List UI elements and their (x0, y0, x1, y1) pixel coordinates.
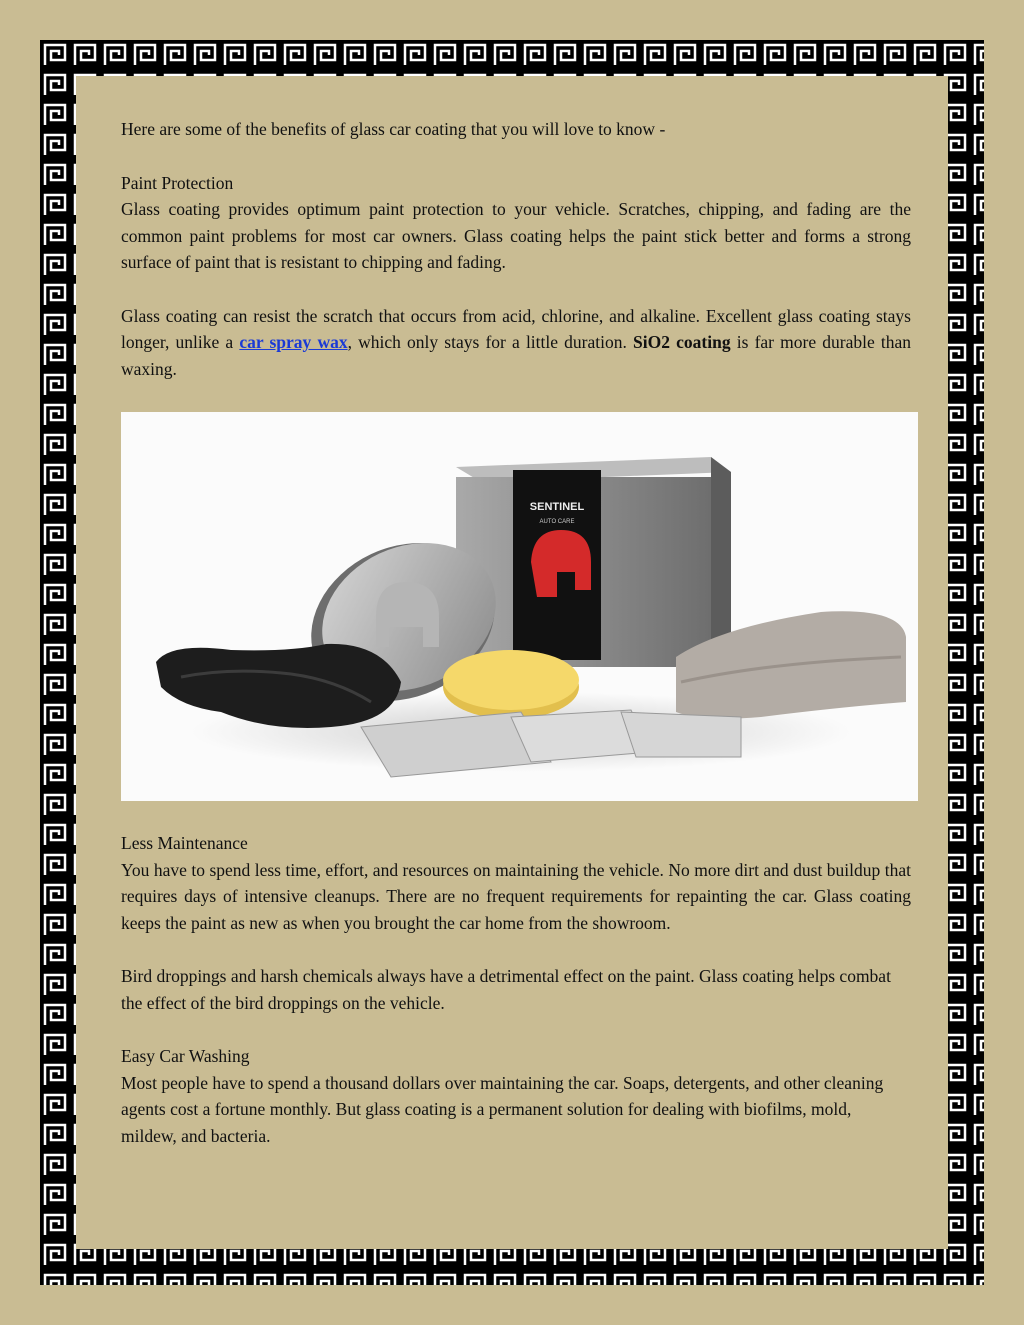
bird-droppings-paragraph: Bird droppings and harsh chemicals always have a detrimental effect on the paint. Glass coating helps combat the effect of the bird droppings on the vehicle. (121, 966, 891, 1013)
car-spray-wax-link[interactable]: car spray wax (239, 332, 348, 352)
brand-subtitle: AUTO CARE (539, 519, 575, 525)
p2-text-after: , which only stays for a little duration. (347, 332, 634, 352)
coating-kit-illustration (121, 412, 918, 801)
sio2-coating-bold: SiO2 coating (633, 332, 731, 352)
easy-washing-paragraph: Most people have to spend a thousand dollars over maintaining the car. Soaps, detergents, and other cleaning agents cost a fortune monthly. But glass coating is a permanent solution for dealing with biofilms, mold, mildew, and bacteria. (121, 1072, 884, 1146)
product-image (121, 412, 918, 801)
paint-protection-paragraph: Glass coating provides optimum paint protection to your vehicle. Scratches, chipping, and fading are the common paint problems for most car owners. Glass coating helps the paint stick better and forms a strong surface of paint that is resistant to chipping and fading. (121, 199, 911, 272)
scratch-resistance-paragraph (121, 303, 911, 383)
p2-text-end: is far more durable than waxing. (121, 332, 912, 379)
black-gloves (156, 644, 401, 728)
section-heading-less-maintenance: Less Maintenance (121, 833, 248, 853)
intro-text: Here are some of the benefits of glass car coating that you will love to know - (121, 119, 666, 139)
section-heading-easy-car-washing: Easy Car Washing (121, 1046, 250, 1066)
brand-name: SENTINEL (529, 501, 585, 513)
wipe-sachet (621, 712, 741, 757)
p2-text-before: Glass coating can resist the scratch that occurs from acid, chlorine, and alkaline. Excellent glass coating stays longer, unlike a (121, 305, 911, 352)
article-body-continued (121, 830, 911, 1149)
article-body (121, 116, 911, 382)
less-maintenance-paragraph: You have to spend less time, effort, and resources on maintaining the vehicle. No more dirt and dust buildup that requires days of intensive cleanups. There are no frequent requirements for repainting the car. Glass coating keeps the paint as new as when you brought the car home from the showroom. (121, 859, 911, 933)
section-heading-paint-protection: Paint Protection (121, 172, 234, 193)
applicator-sponge (443, 650, 579, 710)
